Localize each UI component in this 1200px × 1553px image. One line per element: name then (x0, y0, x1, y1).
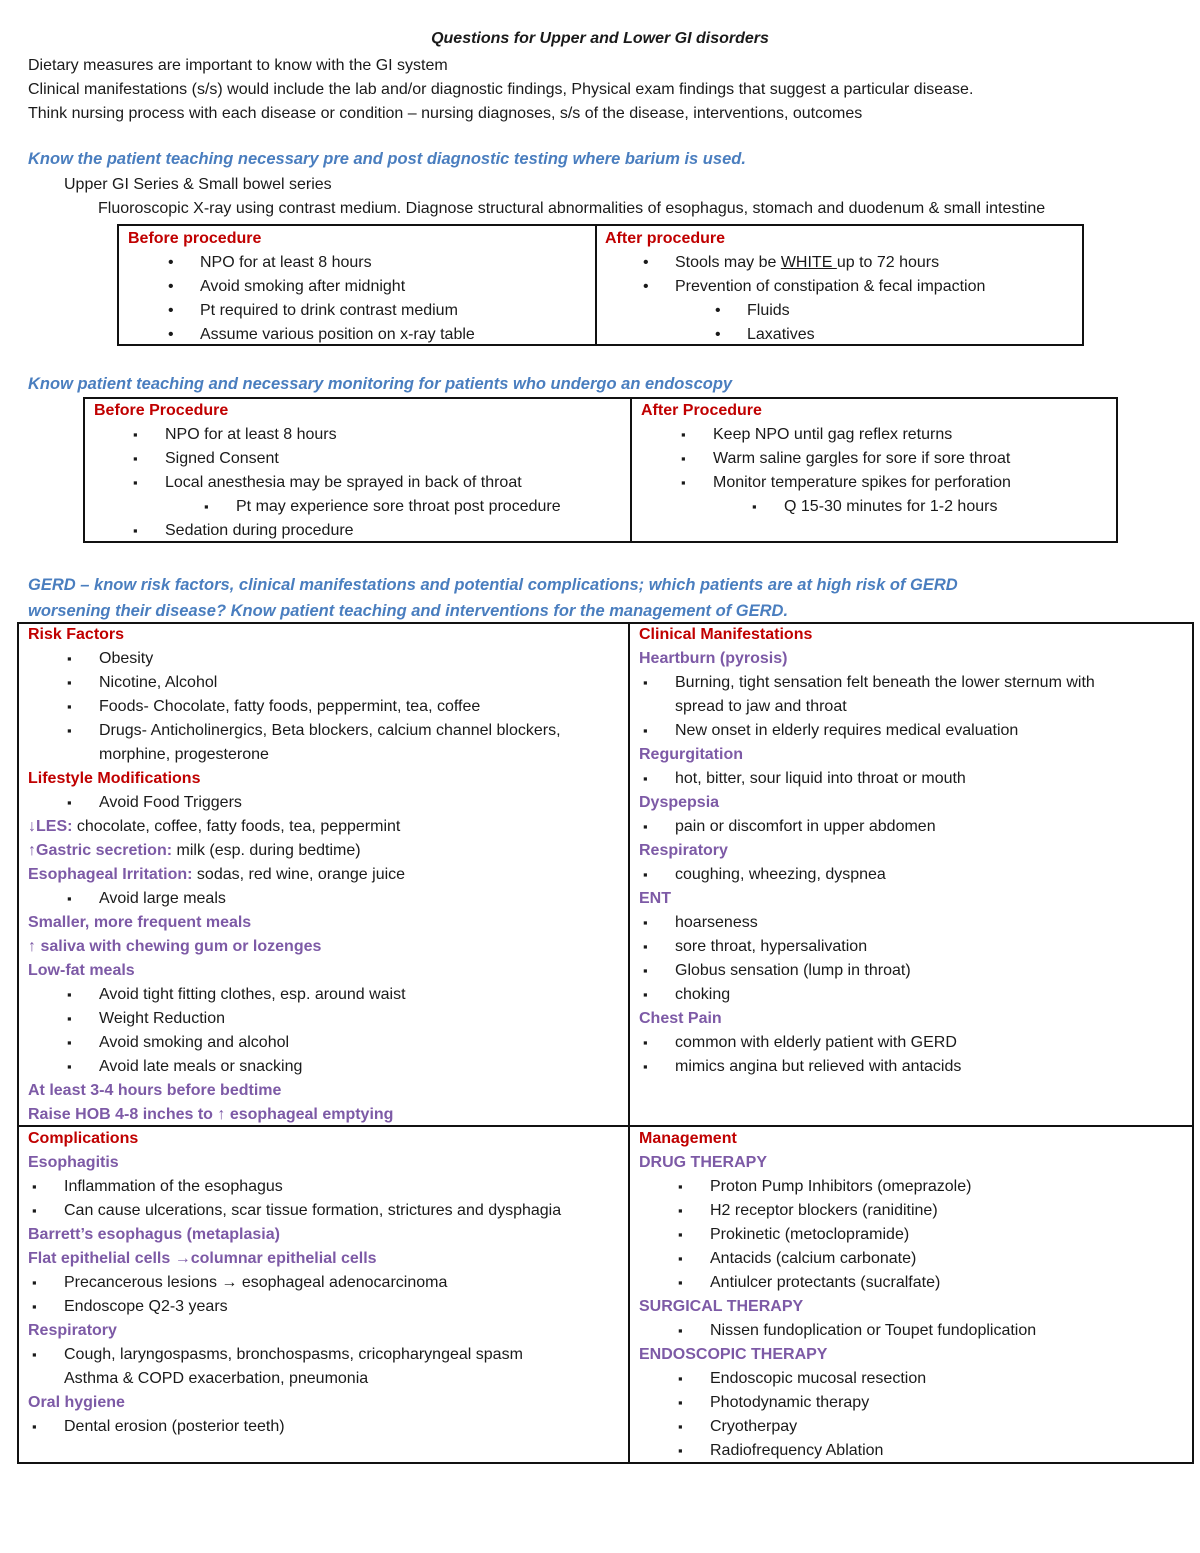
barium-before-label: Before procedure (128, 230, 262, 247)
barrett-label: Barrett’s esophagus (metaplasia) (28, 1226, 280, 1243)
barium-sub-1: Upper GI Series & Small bowel series (64, 176, 332, 193)
list-item: ▪ Proton Pump Inhibitors (omeprazole) (710, 1175, 1036, 1199)
list-item: ▪ hoarseness (675, 911, 1095, 935)
barium-heading: Know the patient teaching necessary pre and post diagnostic testing where barium is used. (28, 150, 746, 168)
list-item: ▪ Antiulcer protectants (sucralfate) (710, 1271, 1036, 1295)
comp-respiratory-label: Respiratory (28, 1322, 117, 1339)
les-line (28, 815, 561, 839)
endoscopy-after-cell (641, 399, 1011, 519)
list-item: ▪ Endoscope Q2-3 years (64, 1295, 561, 1319)
clinical-cell (639, 623, 1095, 1079)
regurg-label: Regurgitation (639, 746, 743, 763)
ent-label: ENT (639, 890, 671, 907)
list-item: ▪ Cough, laryngospasms, bronchospasms, cricopharyngeal spasm (64, 1343, 561, 1367)
white-underlined: WHITE (780, 254, 837, 271)
list-item: ▪ H2 receptor blockers (raniditine) (710, 1199, 1036, 1223)
list-item: ▪ Warm saline gargles for sore if sore throat (713, 447, 1011, 471)
chest-pain-label: Chest Pain (639, 1010, 722, 1027)
gastric-line (28, 839, 561, 863)
list-item: ▪ mimics angina but relieved with antacids (675, 1055, 1095, 1079)
list-item: ▪ Monitor temperature spikes for perforation (713, 471, 1011, 495)
table-divider (628, 622, 630, 1464)
les-label: ↓LES: (28, 818, 73, 835)
esophagitis-label: Esophagitis (28, 1154, 119, 1171)
after-text: up to 72 hours (836, 254, 940, 271)
saliva-line: ↑ saliva with chewing gum or lozenges (28, 938, 322, 955)
clinical-label: Clinical Manifestations (639, 626, 813, 643)
list-item: ▪ pain or discomfort in upper abdomen (675, 815, 1095, 839)
endoscopy-before-cell (94, 399, 561, 543)
risk-factors-label: Risk Factors (28, 626, 125, 643)
list-item: ▪ NPO for at least 8 hours (165, 423, 561, 447)
list-item: ▪ Radiofrequency Ablation (710, 1439, 1036, 1463)
les-text: chocolate, coffee, fatty foods, tea, peppermint (72, 818, 401, 835)
list-item: ▪ Avoid tight fitting clothes, esp. around waist (99, 983, 561, 1007)
list-item (675, 251, 985, 275)
list-item-continued: morphine, progesterone (99, 746, 269, 763)
list-item: ▪ Pt may experience sore throat post procedure (236, 495, 561, 519)
list-item: ▪ Q 15-30 minutes for 1-2 hours (784, 495, 1011, 519)
bedtime-line: At least 3-4 hours before bedtime (28, 1082, 282, 1099)
esoph-label: Esophageal Irritation: (28, 866, 193, 883)
endoscopy-heading: Know patient teaching and necessary monitoring for patients who undergo an endoscopy (28, 375, 733, 393)
list-item: ▪ Local anesthesia may be sprayed in back of throat (165, 471, 561, 495)
list-item: ▪ Can cause ulcerations, scar tissue formation, strictures and dysphagia (64, 1199, 561, 1223)
list-item: • Prevention of constipation & fecal impaction (675, 275, 985, 299)
risk-factors-cell (28, 623, 561, 1127)
list-item: • NPO for at least 8 hours (200, 251, 475, 275)
list-item: • Assume various position on x-ray table (200, 323, 475, 347)
hob-line: Raise HOB 4-8 inches to ↑ esophageal emptying (28, 1106, 394, 1123)
list-item: ▪ sore throat, hypersalivation (675, 935, 1095, 959)
complications-cell (28, 1127, 561, 1439)
list-item: ▪ Nicotine, Alcohol (99, 671, 561, 695)
intro-line: Think nursing process with each disease or condition – nursing diagnoses, s/s of the disease, interventions, outcomes (28, 105, 863, 122)
barium-before-cell (128, 227, 475, 347)
list-item: ▪ Avoid Food Triggers (99, 791, 561, 815)
table-divider (595, 224, 597, 346)
barium-after-cell (605, 227, 985, 347)
list-item: ▪ Burning, tight sensation felt beneath the lower sternum with (675, 671, 1095, 695)
intro-line: Dietary measures are important to know with the GI system (28, 57, 448, 74)
gerd-heading-line: GERD – know risk factors, clinical manifestations and potential complications; which patients are at high risk of GERD (28, 576, 958, 594)
list-item: ▪ Inflammation of the esophagus (64, 1175, 561, 1199)
list-item: ▪ Avoid late meals or snacking (99, 1055, 561, 1079)
esoph-text: sodas, red wine, orange juice (192, 866, 406, 883)
gerd-heading (28, 572, 958, 624)
list-item: ▪ common with elderly patient with GERD (675, 1031, 1095, 1055)
list-item: ▪ Antacids (calcium carbonate) (710, 1247, 1036, 1271)
list-item: ▪ Cryotherpay (710, 1415, 1036, 1439)
page-title: Questions for Upper and Lower GI disorders (431, 30, 769, 47)
after-text: Stools may be (675, 254, 781, 271)
list-item: • Avoid smoking after midnight (200, 275, 475, 299)
list-item: ▪ Globus sensation (lump in throat) (675, 959, 1095, 983)
smaller-meals: Smaller, more frequent meals (28, 914, 252, 931)
dyspepsia-label: Dyspepsia (639, 794, 720, 811)
list-item: ▪ Sedation during procedure (165, 519, 561, 543)
lifestyle-label: Lifestyle Modifications (28, 770, 201, 787)
list-item: ▪ hot, bitter, sour liquid into throat or mouth (675, 767, 1095, 791)
list-item: ▪ Keep NPO until gag reflex returns (713, 423, 1011, 447)
list-item-continued: Asthma & COPD exacerbation, pneumonia (64, 1370, 369, 1387)
list-item: ▪ Prokinetic (metoclopramide) (710, 1223, 1036, 1247)
list-item: ▪ Obesity (99, 647, 561, 671)
management-cell (639, 1127, 1036, 1463)
list-item: • Fluids (747, 299, 985, 323)
list-item: ▪ coughing, wheezing, dyspnea (675, 863, 1095, 887)
list-item: • Pt required to drink contrast medium (200, 299, 475, 323)
list-item: ▪ Photodynamic therapy (710, 1391, 1036, 1415)
list-item: ▪ Avoid large meals (99, 887, 561, 911)
intro-text (28, 54, 973, 126)
gastric-text: milk (esp. during bedtime) (172, 842, 361, 859)
flat-cells-label: Flat epithelial cells →columnar epithelial cells (28, 1250, 377, 1267)
list-item: ▪ Weight Reduction (99, 1007, 561, 1031)
heartburn-label: Heartburn (pyrosis) (639, 650, 788, 667)
list-item: • Laxatives (747, 323, 985, 347)
complications-label: Complications (28, 1130, 139, 1147)
management-label: Management (639, 1130, 737, 1147)
table-divider (630, 397, 632, 543)
barium-after-label: After procedure (605, 230, 726, 247)
drug-therapy-label: DRUG THERAPY (639, 1154, 768, 1171)
lowfat-line: Low-fat meals (28, 962, 135, 979)
list-item: ▪ Endoscopic mucosal resection (710, 1367, 1036, 1391)
esoph-line (28, 863, 561, 887)
list-item: ▪ choking (675, 983, 1095, 1007)
list-item: ▪ Signed Consent (165, 447, 561, 471)
list-item: ▪ Avoid smoking and alcohol (99, 1031, 561, 1055)
list-item: ▪ Nissen fundoplication or Toupet fundoplication (710, 1319, 1036, 1343)
endoscopic-therapy-label: ENDOSCOPIC THERAPY (639, 1346, 828, 1363)
respiratory-label: Respiratory (639, 842, 728, 859)
list-item: ▪ Drugs- Anticholinergics, Beta blockers, calcium channel blockers, (99, 719, 561, 743)
list-item: ▪ Precancerous lesions → esophageal adenocarcinoma (64, 1271, 561, 1295)
gastric-label: ↑Gastric secretion: (28, 842, 173, 859)
endoscopy-before-label: Before Procedure (94, 402, 229, 419)
intro-line: Clinical manifestations (s/s) would include the lab and/or diagnostic findings, Physical exam findings that suggest a particular disease. (28, 81, 974, 98)
list-item: ▪ Dental erosion (posterior teeth) (64, 1415, 561, 1439)
list-item-continued: spread to jaw and throat (675, 698, 847, 715)
gerd-heading-line: worsening their disease? Know patient teaching and interventions for the management of GERD. (28, 602, 789, 620)
list-item: ▪ Foods- Chocolate, fatty foods, peppermint, tea, coffee (99, 695, 561, 719)
surgical-therapy-label: SURGICAL THERAPY (639, 1298, 804, 1315)
oral-hygiene-label: Oral hygiene (28, 1394, 125, 1411)
endoscopy-after-label: After Procedure (641, 402, 762, 419)
barium-sub-2: Fluoroscopic X-ray using contrast medium. Diagnose structural abnormalities of esophagus, stomach and duodenum & small intestine (98, 200, 1046, 217)
list-item: ▪ New onset in elderly requires medical evaluation (675, 719, 1095, 743)
